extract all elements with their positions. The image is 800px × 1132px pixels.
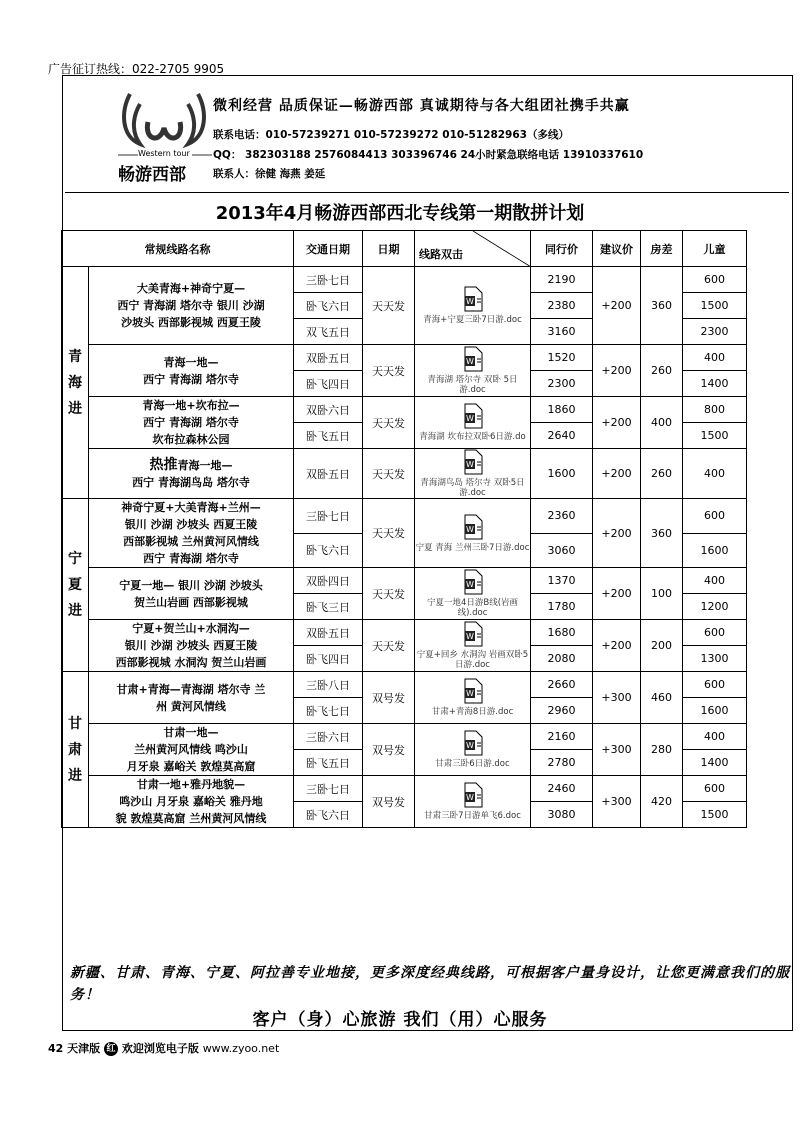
page-number: 42 xyxy=(48,1042,64,1055)
transport-days: 卧飞四日 xyxy=(294,371,363,397)
transport-days: 双卧五日 xyxy=(294,620,363,646)
word-doc-icon xyxy=(415,678,530,707)
table-row xyxy=(62,724,747,750)
transport-days: 双卧四日 xyxy=(294,568,363,594)
edition: 天津版 xyxy=(67,1042,101,1055)
room-diff: 200 xyxy=(641,620,683,672)
transport-days: 卧飞三日 xyxy=(294,594,363,620)
room-diff: 260 xyxy=(641,345,683,397)
peer-price: 2660 xyxy=(531,672,593,698)
room-diff: 420 xyxy=(641,776,683,828)
transport-days: 双卧五日 xyxy=(294,345,363,371)
company-logo xyxy=(110,82,220,187)
peer-price: 3080 xyxy=(531,802,593,828)
route-name: 宁夏一地— 银川 沙湖 沙坡头 贺兰山岩画 西部影视城 xyxy=(89,568,294,620)
word-doc-icon xyxy=(415,403,530,432)
child-price: 1500 xyxy=(683,802,747,828)
route-doc-link[interactable]: W 青海湖 坎布拉双卧6日游.do xyxy=(415,397,531,449)
departure-date: 天天发 xyxy=(363,345,415,397)
svg-text:W: W xyxy=(465,357,474,366)
child-price: 1300 xyxy=(683,646,747,672)
suggest-price: +200 xyxy=(593,449,641,499)
header-room-diff: 房差 xyxy=(641,231,683,267)
room-diff: 260 xyxy=(641,449,683,499)
word-doc-icon xyxy=(415,449,530,478)
table-row xyxy=(62,345,747,371)
child-price: 1400 xyxy=(683,371,747,397)
transport-days: 卧飞六日 xyxy=(294,293,363,319)
room-diff: 360 xyxy=(641,499,683,568)
word-doc-icon xyxy=(415,514,530,543)
table-header-row xyxy=(62,231,747,267)
route-name: 甘肃一地— 兰州黄河风情线 鸣沙山 月牙泉 嘉峪关 敦煌莫高窟 xyxy=(89,724,294,776)
route-name: 大美青海+神奇宁夏— 西宁 青海湖 塔尔寺 银川 沙湖 沙坡头 西部影视城 西夏王陵 xyxy=(89,267,294,345)
route-name: 神奇宁夏+大美青海+兰州— 银川 沙湖 沙坡头 西夏王陵 西部影视城 兰州黄河风情线 西宁 青海湖 塔尔寺 xyxy=(89,499,294,568)
child-price: 1200 xyxy=(683,594,747,620)
room-diff: 460 xyxy=(641,672,683,724)
child-price: 600 xyxy=(683,776,747,802)
suggest-price: +200 xyxy=(593,397,641,449)
route-doc-link[interactable]: W 宁夏一地4日游B线(岩画线).doc xyxy=(415,568,531,620)
suggest-price: +200 xyxy=(593,345,641,397)
departure-date: 双号发 xyxy=(363,724,415,776)
transport-days: 三卧七日 xyxy=(294,776,363,802)
svg-text:W: W xyxy=(465,414,474,423)
child-price: 1500 xyxy=(683,293,747,319)
footer-motto: 客户（身）心旅游 我们（用）心服务 xyxy=(252,1010,548,1030)
departure-date: 天天发 xyxy=(363,620,415,672)
footer-text: 欢迎浏览电子版 xyxy=(121,1042,199,1055)
table-row xyxy=(62,620,747,646)
suggest-price: +300 xyxy=(593,672,641,724)
route-doc-link[interactable]: W 宁夏+回乡 水洞沟 岩画双卧5日游.doc xyxy=(415,620,531,672)
departure-date: 天天发 xyxy=(363,568,415,620)
room-diff: 360 xyxy=(641,267,683,345)
room-diff: 280 xyxy=(641,724,683,776)
transport-days: 三卧八日 xyxy=(294,672,363,698)
word-doc-icon xyxy=(415,782,530,811)
transport-days: 三卧七日 xyxy=(294,267,363,293)
peer-price: 2640 xyxy=(531,423,593,449)
contact-persons: 联系人：徐健 海燕 姜延 xyxy=(213,168,326,180)
red-badge-icon: 红 xyxy=(104,1042,118,1056)
child-price: 400 xyxy=(683,724,747,750)
peer-price: 1520 xyxy=(531,345,593,371)
peer-price: 2300 xyxy=(531,371,593,397)
transport-days: 卧飞七日 xyxy=(294,698,363,724)
word-doc-icon xyxy=(415,621,530,650)
peer-price: 2460 xyxy=(531,776,593,802)
room-diff: 400 xyxy=(641,397,683,449)
transport-days: 卧飞五日 xyxy=(294,750,363,776)
route-doc-link[interactable]: W 甘肃+青海8日游.doc xyxy=(415,672,531,724)
route-name: 热推青海一地— 西宁 青海湖鸟岛 塔尔寺 xyxy=(89,449,294,499)
region-cell: 青 海 进 xyxy=(62,267,89,499)
transport-days: 卧飞六日 xyxy=(294,533,363,568)
suggest-price: +200 xyxy=(593,267,641,345)
header-child: 儿童 xyxy=(683,231,747,267)
peer-price: 2780 xyxy=(531,750,593,776)
transport-days: 三卧六日 xyxy=(294,724,363,750)
header-doc: 线路双击 xyxy=(415,231,531,267)
svg-text:W: W xyxy=(465,524,474,534)
company-slogan: 微利经营 品质保证—畅游西部 真诚期待与各大组团社携手共赢 xyxy=(213,98,630,114)
word-doc-icon xyxy=(415,346,530,375)
svg-text:W: W xyxy=(465,580,474,589)
header-transport: 交通日期 xyxy=(294,231,363,267)
route-name: 青海一地— 西宁 青海湖 塔尔寺 xyxy=(89,345,294,397)
departure-date: 双号发 xyxy=(363,672,415,724)
table-row xyxy=(62,397,747,423)
child-price: 400 xyxy=(683,568,747,594)
route-name: 甘肃一地+雅丹地貌— 鸣沙山 月牙泉 嘉峪关 雅丹地 貌 敦煌莫高窟 兰州黄河风情线 xyxy=(89,776,294,828)
peer-price: 3160 xyxy=(531,319,593,345)
route-name: 青海一地+坎布拉— 西宁 青海湖 塔尔寺 坎布拉森林公园 xyxy=(89,397,294,449)
peer-price: 1370 xyxy=(531,568,593,594)
suggest-price: +300 xyxy=(593,724,641,776)
contact-phone: 联系电话：010-57239271 010-57239272 010-51282963（多线） xyxy=(213,129,569,141)
route-doc-link[interactable]: W 青海湖 塔尔寺 双卧 5日游.doc xyxy=(415,345,531,397)
suggest-price: +300 xyxy=(593,776,641,828)
transport-days: 卧飞六日 xyxy=(294,802,363,828)
child-price: 1600 xyxy=(683,698,747,724)
table-row xyxy=(62,449,747,499)
departure-date: 双号发 xyxy=(363,776,415,828)
peer-price: 2360 xyxy=(531,499,593,534)
peer-price: 1780 xyxy=(531,594,593,620)
child-price: 600 xyxy=(683,620,747,646)
transport-days: 卧飞四日 xyxy=(294,646,363,672)
child-price: 400 xyxy=(683,345,747,371)
departure-date: 天天发 xyxy=(363,397,415,449)
peer-price: 2960 xyxy=(531,698,593,724)
header-divider xyxy=(65,192,789,193)
table-row xyxy=(62,499,747,534)
room-diff: 100 xyxy=(641,568,683,620)
route-name: 宁夏+贺兰山+水洞沟— 银川 沙湖 沙坡头 西夏王陵 西部影视城 水洞沟 贺兰山岩画 xyxy=(89,620,294,672)
route-doc-link[interactable]: W 甘肃三卧6日游.doc xyxy=(415,724,531,776)
peer-price: 1600 xyxy=(531,449,593,499)
transport-days: 卧飞五日 xyxy=(294,423,363,449)
transport-days: 三卧七日 xyxy=(294,499,363,534)
route-doc-link[interactable]: W 青海+宁夏三卧7日游.doc xyxy=(415,267,531,345)
suggest-price: +200 xyxy=(593,499,641,568)
peer-price: 1680 xyxy=(531,620,593,646)
route-doc-link[interactable]: W 甘肃三卧7日游单飞6.doc xyxy=(415,776,531,828)
child-price: 1400 xyxy=(683,750,747,776)
word-doc-icon xyxy=(415,286,530,315)
child-price: 1500 xyxy=(683,423,747,449)
table-row xyxy=(62,267,747,293)
footer-services: 新疆、甘肃、青海、宁夏、阿拉善专业地接，更多深度经典线路，可根据客户量身设计，让您更满意我们的服务！ xyxy=(70,965,790,1003)
peer-price: 2160 xyxy=(531,724,593,750)
word-doc-icon xyxy=(415,730,530,759)
child-price: 1600 xyxy=(683,533,747,568)
page-title: 2013年4月畅游西部西北专线第一期散拼计划 xyxy=(215,203,585,224)
departure-date: 天天发 xyxy=(363,267,415,345)
route-doc-link[interactable]: W 宁夏 青海 兰州三卧7日游.doc xyxy=(415,499,531,568)
departure-date: 天天发 xyxy=(363,449,415,499)
ad-hotline: 广告征订热线：022-2705 9905 xyxy=(48,62,225,76)
child-price: 400 xyxy=(683,449,747,499)
header-route: 常规线路名称 xyxy=(62,231,294,267)
child-price: 600 xyxy=(683,267,747,293)
peer-price: 2080 xyxy=(531,646,593,672)
header-suggest-price: 建议价 xyxy=(593,231,641,267)
header-peer-price: 同行价 xyxy=(531,231,593,267)
child-price: 600 xyxy=(683,672,747,698)
suggest-price: +200 xyxy=(593,620,641,672)
child-price: 800 xyxy=(683,397,747,423)
transport-days: 双卧五日 xyxy=(294,449,363,499)
header-date: 日期 xyxy=(363,231,415,267)
transport-days: 双卧六日 xyxy=(294,397,363,423)
peer-price: 2380 xyxy=(531,293,593,319)
logo-chinese: 畅游西部 xyxy=(118,165,186,185)
svg-text:W: W xyxy=(465,793,474,802)
peer-price: 2190 xyxy=(531,267,593,293)
contact-qq: QQ： 382303188 2576084413 303396746 24小时紧急联络电话 13910337610 xyxy=(213,149,644,161)
suggest-price: +200 xyxy=(593,568,641,620)
route-name: 甘肃+青海—青海湖 塔尔寺 兰 州 黄河风情线 xyxy=(89,672,294,724)
peer-price: 1860 xyxy=(531,397,593,423)
svg-text:W: W xyxy=(465,632,474,641)
svg-text:W: W xyxy=(465,741,474,750)
route-plan-table xyxy=(61,230,747,828)
child-price: 600 xyxy=(683,499,747,534)
table-row xyxy=(62,776,747,802)
peer-price: 3060 xyxy=(531,533,593,568)
svg-text:W: W xyxy=(465,297,474,306)
page-footer xyxy=(48,1040,279,1056)
table-row xyxy=(62,568,747,594)
route-doc-link[interactable]: W 青海湖鸟岛 塔尔寺 双卧5日游.doc xyxy=(415,449,531,499)
departure-date: 天天发 xyxy=(363,499,415,568)
svg-text:W: W xyxy=(465,689,474,698)
svg-text:W: W xyxy=(465,460,474,469)
region-cell: 宁 夏 进 xyxy=(62,499,89,672)
transport-days: 双飞五日 xyxy=(294,319,363,345)
region-cell: 甘 肃 进 xyxy=(62,672,89,828)
website-link[interactable]: www.zyoo.net xyxy=(202,1042,280,1055)
table-row xyxy=(62,672,747,698)
child-price: 2300 xyxy=(683,319,747,345)
word-doc-icon xyxy=(415,569,530,598)
logo-english: Western tour xyxy=(138,149,190,158)
